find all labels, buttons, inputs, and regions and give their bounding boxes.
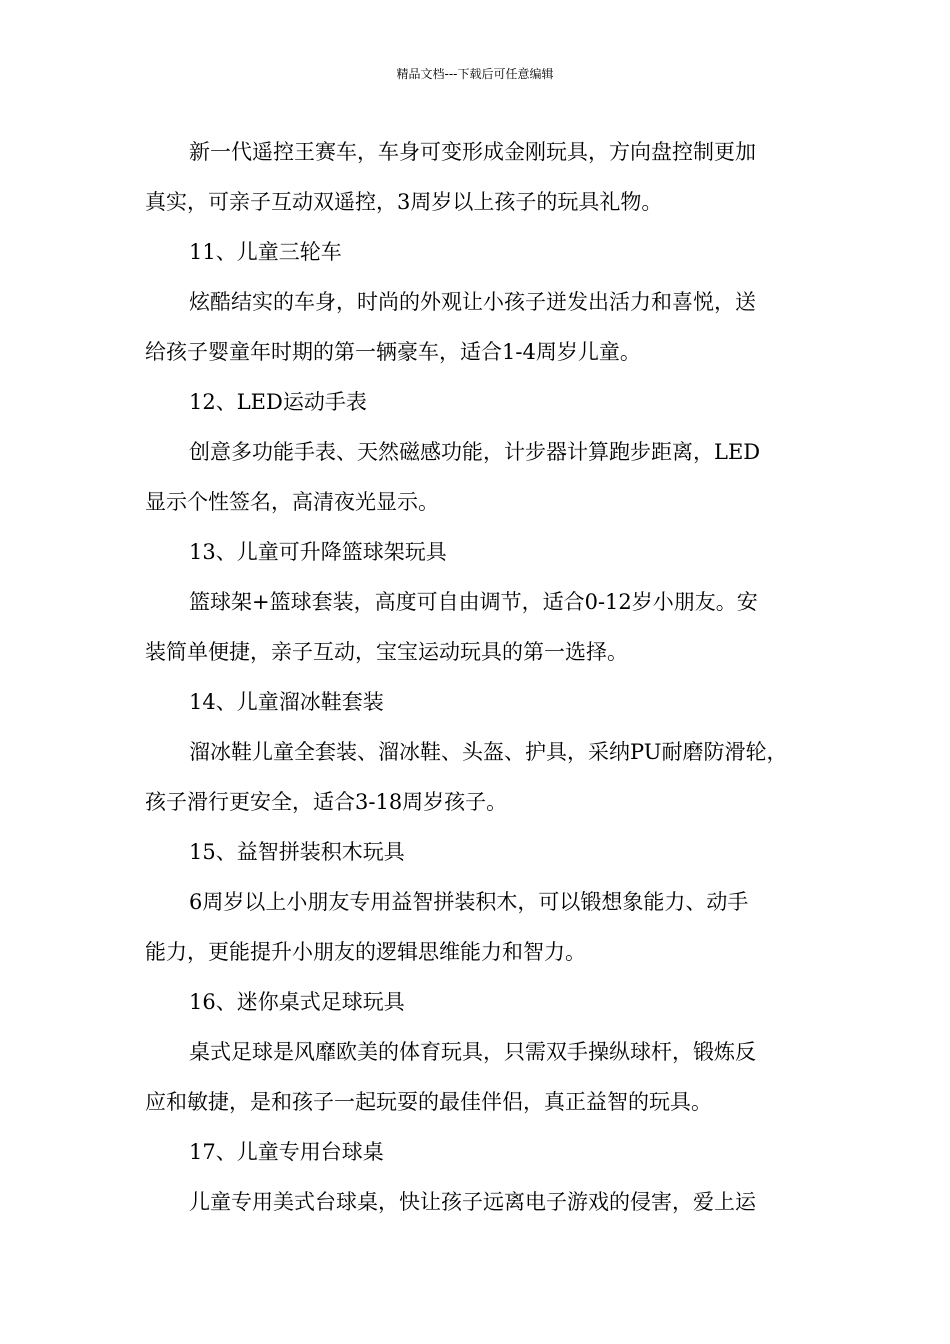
body-line: 炫酷结实的车身，时尚的外观让小孩子迸发出活力和喜悦，送	[189, 290, 756, 314]
body-line: 溜冰鞋儿童全套装、溜冰鞋、头盔、护具，采纳PU耐磨防滑轮，	[189, 740, 788, 764]
page-header: 精品文档---下载后可任意编辑	[396, 67, 554, 81]
body-line: 给孩子婴童年时期的第一辆豪车，适合1-4周岁儿童。	[145, 340, 641, 364]
section-heading: 17、儿童专用台球桌	[189, 1140, 384, 1164]
section-heading: 12、LED运动手表	[189, 390, 367, 414]
body-line: 儿童专用美式台球桌，快让孩子远离电子游戏的侵害，爱上运	[189, 1190, 756, 1214]
body-line: 真实，可亲子互动双遥控，3周岁以上孩子的玩具礼物。	[145, 190, 663, 214]
body-line: 能力，更能提升小朋友的逻辑思维能力和智力。	[145, 940, 586, 964]
section-heading: 13、儿童可升降篮球架玩具	[189, 540, 447, 564]
section-heading: 15、益智拼装积木玩具	[189, 840, 405, 864]
document-body	[145, 131, 830, 1231]
body-line: 6周岁以上小朋友专用益智拼装积木，可以锻想象能力、动手	[189, 890, 749, 914]
body-line: 新一代遥控王赛车，车身可变形成金刚玩具，方向盘控制更加	[189, 140, 756, 164]
body-line: 创意多功能手表、天然磁感功能，计步器计算跑步距离，LED	[189, 440, 761, 464]
section-heading: 11、儿童三轮车	[189, 240, 342, 264]
body-line: 装简单便捷，亲子互动，宝宝运动玩具的第一选择。	[145, 640, 628, 664]
body-line: 孩子滑行更安全，适合3-18周岁孩子。	[145, 790, 508, 814]
body-line: 显示个性签名，高清夜光显示。	[145, 490, 439, 514]
body-line: 篮球架+篮球套装，高度可自由调节，适合0-12岁小朋友。安	[189, 590, 758, 614]
body-line: 桌式足球是风靡欧美的体育玩具，只需双手操纵球杆，锻炼反	[189, 1040, 756, 1064]
section-heading: 16、迷你桌式足球玩具	[189, 990, 405, 1014]
body-line: 应和敏捷，是和孩子一起玩耍的最佳伴侣，真正益智的玩具。	[145, 1090, 712, 1114]
section-heading: 14、儿童溜冰鞋套装	[189, 690, 384, 714]
